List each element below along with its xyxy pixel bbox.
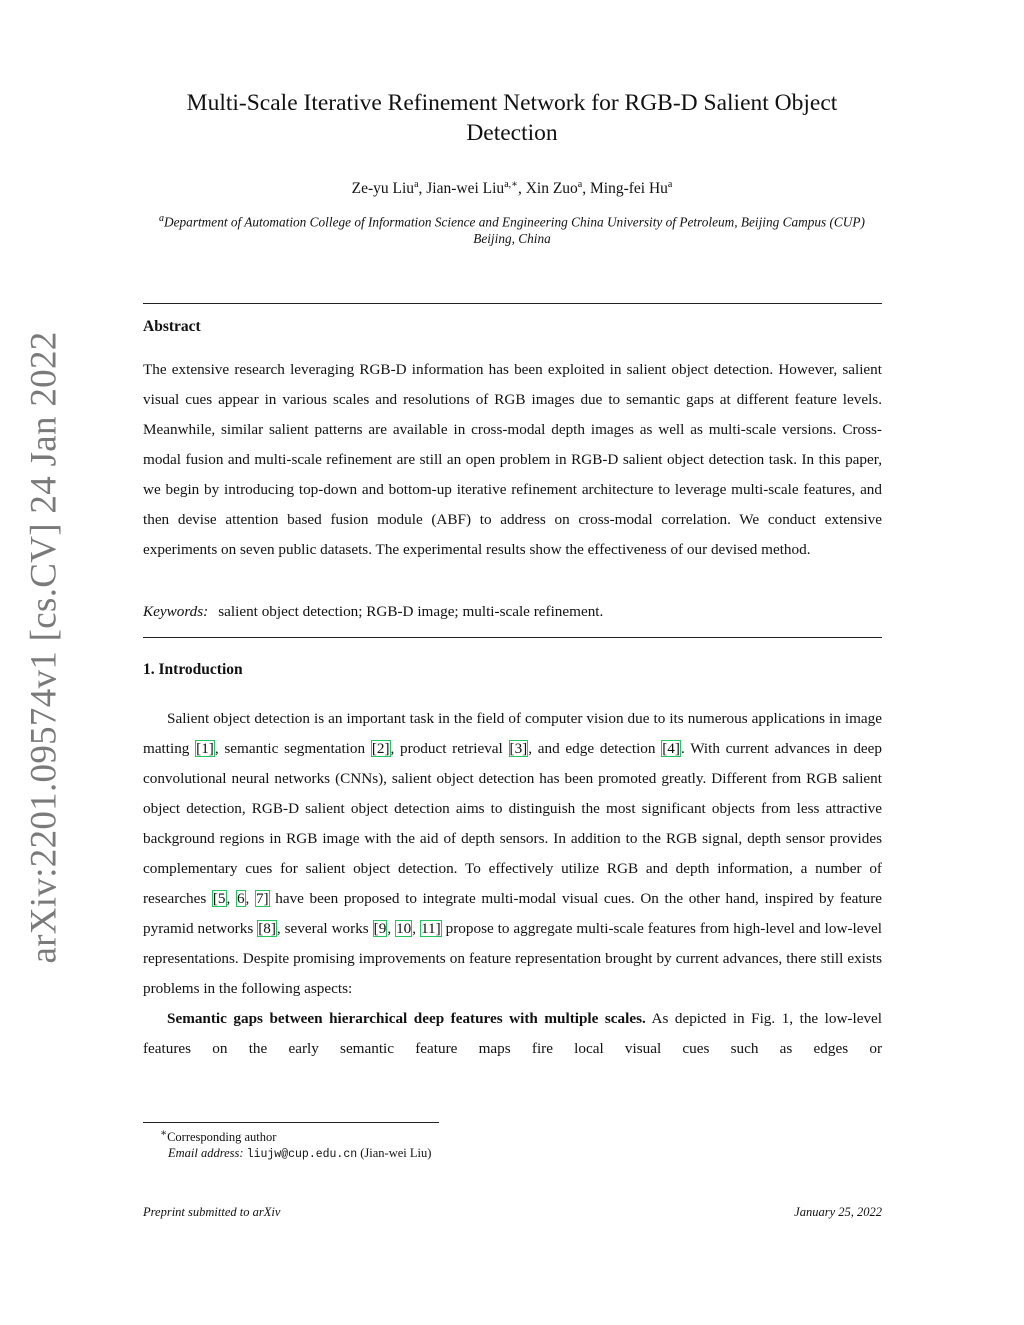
email-owner: (Jian-wei Liu) bbox=[360, 1146, 432, 1161]
email-address[interactable]: liujw@cup.edu.cn bbox=[246, 1148, 358, 1162]
author-name: Ze-yu Liu bbox=[351, 180, 415, 198]
text-run: , bbox=[387, 920, 396, 937]
text-run: Salient object detection is an important task in the field of computer vision due to its numerous applications in image matting bbox=[143, 710, 882, 757]
footnote bbox=[160, 1126, 431, 1163]
intro-paragraph-1 bbox=[143, 704, 882, 1004]
citation-link[interactable]: 6 bbox=[236, 890, 245, 907]
paragraph-lead: Semantic gaps between hierarchical deep features with multiple scales. bbox=[167, 1010, 646, 1027]
citation-link[interactable]: [2] bbox=[371, 740, 390, 757]
citation-link[interactable]: [9 bbox=[373, 920, 387, 937]
text-run: propose to aggregate multi-scale features from high-level and low-level representations. Despite promising improvements on feature representation brought by current advances, there still exists problems in the following aspects: bbox=[143, 920, 883, 997]
bottom-rule bbox=[143, 637, 882, 638]
author-sup: a,∗ bbox=[504, 179, 518, 190]
text-run: , product retrieval bbox=[390, 740, 509, 757]
text-run: , bbox=[412, 920, 421, 937]
text-run: , semantic segmentation bbox=[214, 740, 371, 757]
affiliation-text: Department of Automation College of Information Science and Engineering China University of Petroleum, Beijing Campus (CUP) Beijing, China bbox=[164, 214, 865, 247]
citation-link[interactable]: [8] bbox=[258, 920, 276, 937]
text-run: . With current advances in deep convolutional neural networks (CNNs), salient object detection has been promoted greatly. Different from RGB salient object detection, RGB-D salient object detection aims to distinguish the most significant objects from less attractive background regions in RGB image with the aid of depth sensors. In addition to the RGB signal, depth sensor provides complementary cues for salient object detection. To effectively utilize RGB and depth information, a number of researches bbox=[143, 740, 883, 907]
citation-link[interactable]: 11] bbox=[421, 920, 441, 937]
section-heading-introduction: 1. Introduction bbox=[143, 661, 243, 678]
keywords bbox=[143, 597, 882, 627]
citation-link[interactable]: 10 bbox=[396, 920, 412, 937]
citation-link[interactable]: [1] bbox=[196, 740, 214, 757]
citation-link[interactable]: [4] bbox=[662, 740, 680, 757]
affiliation bbox=[142, 210, 882, 247]
abstract-heading: Abstract bbox=[143, 318, 201, 335]
text-run: As depicted in Fig. 1, the low-level features on the early semantic feature maps fire local visual cues such as edges or bbox=[143, 1010, 883, 1057]
introduction-body bbox=[143, 704, 882, 1064]
paper-title: Multi-Scale Iterative Refinement Network for RGB-D Salient Object Detection bbox=[186, 90, 838, 146]
email-label: Email address: bbox=[168, 1146, 244, 1161]
footer-date: January 25, 2022 bbox=[794, 1205, 882, 1219]
arxiv-id-stamp: arXiv:2201.09574v1 [cs.CV] 24 Jan 2022 bbox=[23, 330, 65, 964]
author-name: Ming-fei Hu bbox=[589, 180, 668, 198]
text-run: , and edge detection bbox=[528, 740, 662, 757]
text-run: , bbox=[226, 890, 236, 907]
footnote-line-2 bbox=[160, 1145, 431, 1163]
author-name: Jian-wei Liu bbox=[426, 180, 505, 198]
footnote-marker: ∗ bbox=[160, 1128, 168, 1139]
intro-paragraph-2 bbox=[143, 1004, 882, 1064]
author-sup: a bbox=[414, 179, 419, 190]
citation-link[interactable]: [3] bbox=[509, 740, 528, 757]
affiliation-sup: a bbox=[159, 213, 165, 224]
author-sup: a bbox=[577, 179, 583, 190]
citation-link[interactable]: 7] bbox=[255, 890, 269, 907]
top-rule bbox=[143, 303, 882, 304]
footnote-rule bbox=[143, 1122, 439, 1123]
abstract-text: The extensive research leveraging RGB-D information has been exploited in salient object detection. However, salient visual cues appear in various scales and resolutions of RGB images due to semantic gaps at different feature levels. Meanwhile, similar salient patterns are available in cross-modal depth images as well as multi-scale versions. Cross-modal fusion and multi-scale refinement are still an open problem in RGB-D salient object detection task. In this paper, we begin by introducing top-down and bottom-up iterative refinement architecture to leverage multi-scale features, and then devise attention based fusion module (ABF) to address on cross-modal correlation. We conduct extensive experiments on seven public datasets. The experimental results show the effectiveness of our devised method. bbox=[143, 361, 882, 558]
footnote-line-1 bbox=[160, 1126, 431, 1145]
arxiv-sidebar bbox=[12, 330, 76, 964]
citation-link[interactable]: [5 bbox=[212, 890, 226, 907]
footnote-corresponding: Corresponding author bbox=[167, 1130, 277, 1145]
keywords-label: Keywords: bbox=[143, 603, 209, 620]
author-sup: a bbox=[667, 179, 673, 190]
author-list: Ze-yu Liu$^a$, Jian-wei Liu$^{a,∗}$, Xin Zuo$^a$, Ming-fei Hu$^a$ bbox=[351, 179, 673, 198]
text-run: , bbox=[245, 890, 255, 907]
author-name: Xin Zuo bbox=[525, 180, 578, 198]
keywords-text: salient object detection; RGB-D image; multi-scale refinement. bbox=[218, 603, 604, 620]
text-run: have been proposed to integrate multi-modal visual cues. On the other hand, inspired by feature pyramid networks bbox=[143, 890, 882, 937]
footer-preprint-note: Preprint submitted to arXiv bbox=[143, 1205, 281, 1219]
text-run: , several works bbox=[276, 920, 373, 937]
